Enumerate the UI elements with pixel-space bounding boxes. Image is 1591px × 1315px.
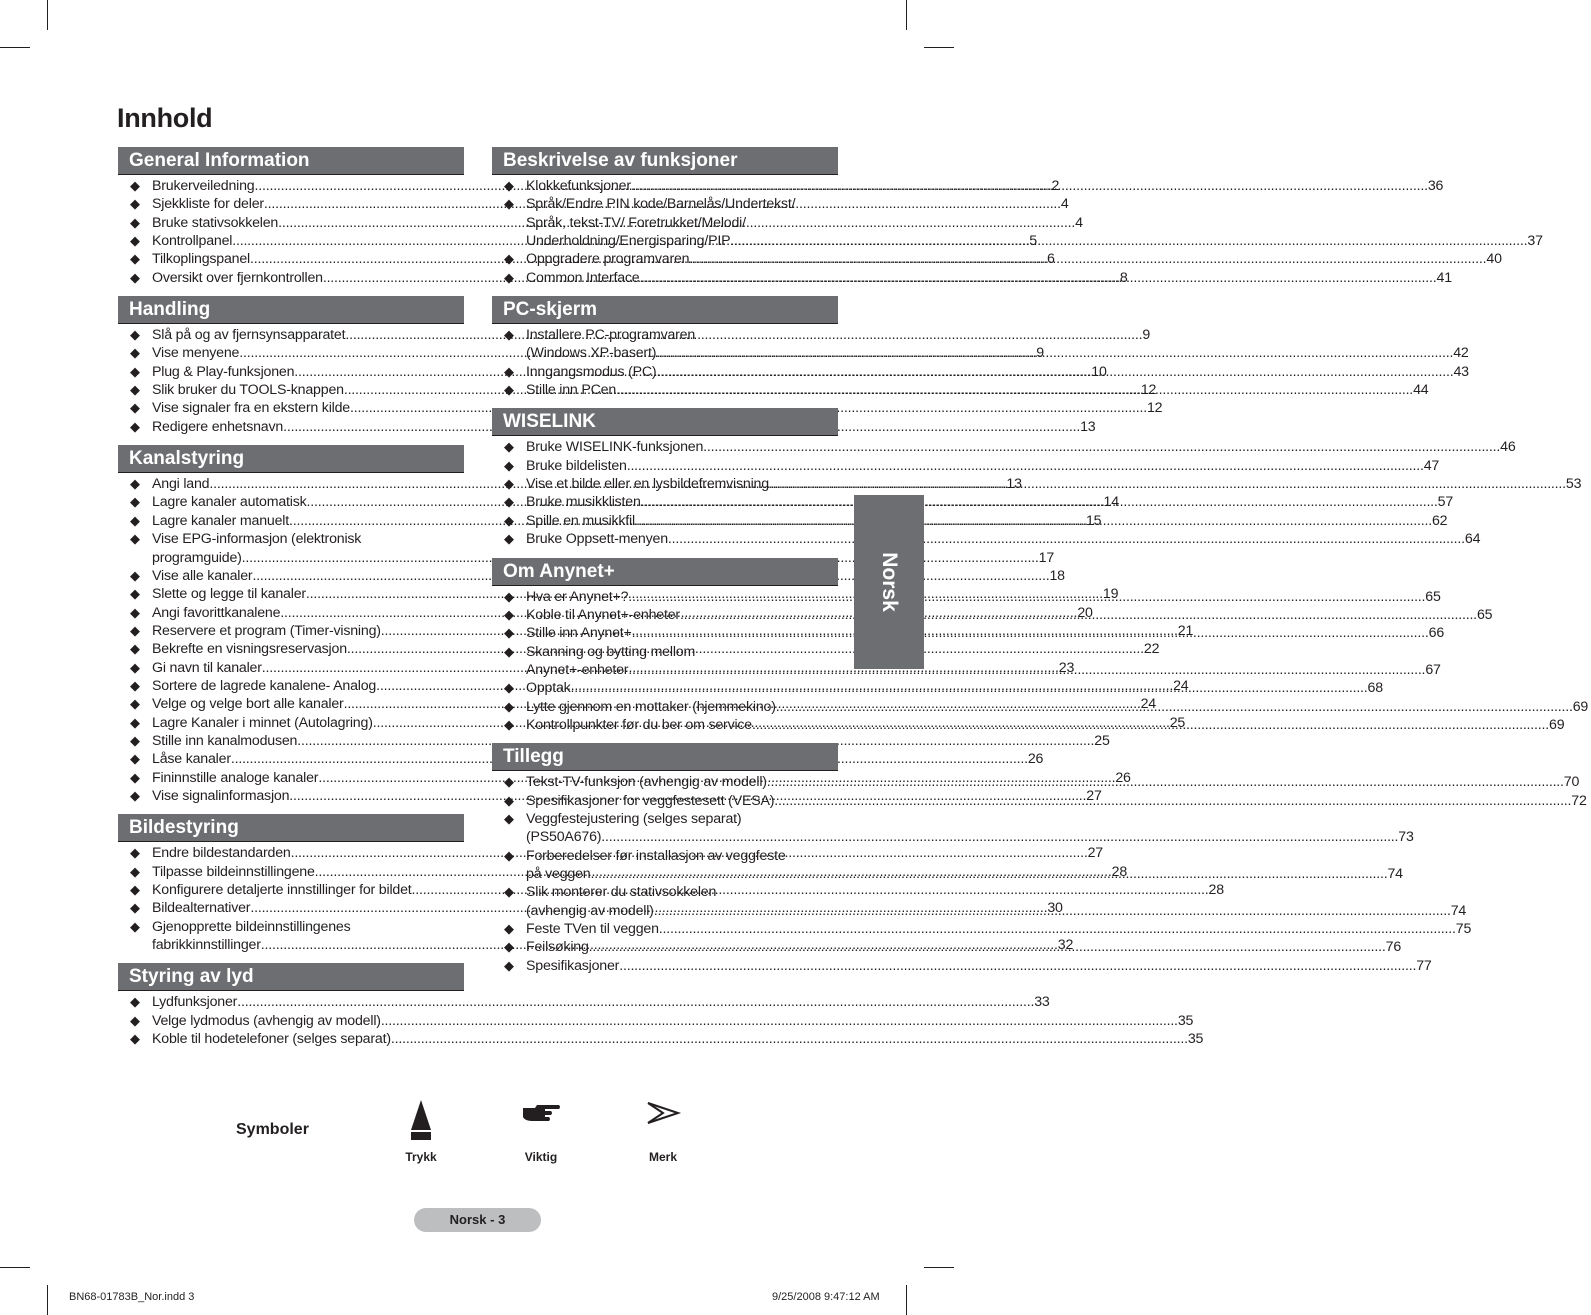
toc-entry[interactable] — [492, 530, 1481, 548]
toc-entry-title: Angi favorittkanalene — [152, 604, 281, 621]
diamond-bullet-icon: ◆ — [130, 845, 140, 861]
diamond-bullet-icon: ◆ — [130, 345, 140, 361]
toc-entry-title: Lagre Kanaler i minnet (Autolagring) — [152, 714, 373, 731]
toc-entry-title: Installere PC-programvaren — [526, 327, 696, 344]
diamond-bullet-icon: ◆ — [130, 251, 140, 267]
diamond-bullet-icon: ◆ — [130, 512, 140, 528]
toc-entry-title: Sjekkliste for deler — [152, 196, 264, 213]
toc-entry-title: Bruke Oppsett-menyen — [526, 531, 668, 548]
toc-entry[interactable] — [118, 399, 1163, 417]
crop-mark — [0, 1267, 30, 1268]
toc-entry-page: 77 — [1416, 957, 1432, 974]
page-title: Innhold — [117, 103, 213, 133]
toc-entry-title: Språk/Endre PIN kode/Barnelås/Undertekst/ — [526, 196, 796, 213]
diamond-bullet-icon: ◆ — [130, 586, 140, 602]
toc-entry-title: Forberedelser før installasjon av veggfeste — [526, 847, 786, 864]
toc-entry-title: Sortere de lagrede kanalene- Analog — [152, 677, 377, 694]
toc-entry-title: Bruke stativsokkelen — [152, 214, 279, 231]
diamond-bullet-icon: ◆ — [504, 512, 514, 528]
toc-entry-page: 8 — [1119, 269, 1128, 286]
toc-entry-title: Slette og legge til kanaler — [152, 586, 306, 603]
toc-entry-title: Koble til Anynet+-enheter — [526, 606, 680, 623]
diamond-bullet-icon: ◆ — [130, 659, 140, 675]
diamond-bullet-icon: ◆ — [504, 884, 514, 900]
section-heading: Bildestyring — [118, 814, 464, 842]
toc-entry-page: 46 — [1500, 439, 1516, 456]
diamond-bullet-icon: ◆ — [504, 588, 514, 604]
toc-entry-title: Oppgradere programvaren — [526, 251, 690, 268]
toc-entry-title: Vise alle kanaler — [152, 567, 253, 584]
crop-mark — [47, 0, 48, 30]
toc-entry-title: Stille inn kanalmodusen — [152, 732, 298, 749]
diamond-bullet-icon: ◆ — [130, 400, 140, 416]
section-heading: WISELINK — [492, 408, 838, 436]
toc-entry[interactable] — [118, 1030, 1204, 1048]
toc-section — [492, 147, 1543, 287]
toc-entry-title: (PS50A676) — [526, 829, 602, 846]
toc-entry-title: Feilsøking — [526, 939, 589, 956]
toc-entry-title: Bruke WISELINK-funksjonen — [526, 439, 704, 456]
dot-leader — [654, 902, 1451, 920]
toc-entry-title: programguide) — [152, 549, 242, 566]
dot-leader — [641, 493, 1438, 511]
crop-mark — [924, 1267, 954, 1268]
diamond-bullet-icon: ◆ — [504, 382, 514, 398]
symbol-press — [381, 1100, 461, 1164]
toc-entry-page: 37 — [1527, 233, 1543, 250]
section-heading: PC-skjerm — [492, 296, 838, 324]
toc-entry-page: 53 — [1565, 476, 1582, 493]
toc-entry-title: Brukerveiledning — [152, 178, 255, 194]
toc-entry[interactable] — [492, 920, 1472, 938]
toc-entry-page: 5 — [1029, 233, 1037, 250]
toc-entry-title: Låse kanaler — [152, 751, 231, 768]
toc-entry-page: 41 — [1436, 269, 1452, 286]
toc-entry[interactable] — [492, 250, 1502, 268]
toc-entry-page: 40 — [1486, 251, 1502, 268]
toc-entry-title: Anynet+-enheter — [526, 661, 629, 678]
toc-entry-page: 18 — [1049, 567, 1065, 584]
toc-entry-title: Lagre kanaler manuelt — [152, 512, 289, 529]
section-heading: Handling — [118, 296, 464, 324]
dot-leader — [680, 606, 1477, 624]
section-item-list — [492, 175, 1543, 287]
toc-entry-page: 20 — [1077, 604, 1093, 621]
toc-entry-page: 21 — [1177, 622, 1194, 639]
toc-entry-title: Bruke musikklisten — [526, 494, 641, 511]
toc-entry-title: Lytte gjennom en mottaker (hjemmekino) — [526, 698, 776, 715]
section-heading: Om Anynet+ — [492, 558, 838, 586]
symbol-important — [501, 1100, 581, 1164]
toc-entry-page: 24 — [1173, 677, 1189, 694]
print-timestamp: 9/25/2008 9:47:12 AM — [772, 1291, 880, 1303]
diamond-bullet-icon: ◆ — [130, 196, 140, 212]
toc-entry-page: 43 — [1453, 363, 1469, 380]
diamond-bullet-icon: ◆ — [504, 810, 514, 826]
dot-leader — [616, 381, 1413, 399]
diamond-bullet-icon: ◆ — [130, 769, 140, 785]
diamond-bullet-icon: ◆ — [130, 900, 140, 916]
section-heading: General Information — [118, 147, 464, 175]
toc-entry-title: fabrikkinnstillinger — [152, 937, 261, 954]
crop-mark — [906, 1285, 907, 1315]
toc-entry-title: Skanning og bytting mellom — [526, 643, 696, 660]
diamond-bullet-icon: ◆ — [504, 327, 514, 343]
diamond-bullet-icon: ◆ — [504, 439, 514, 455]
diamond-bullet-icon: ◆ — [504, 847, 514, 863]
diamond-bullet-icon: ◆ — [130, 918, 140, 934]
toc-entry-page: 62 — [1431, 512, 1448, 529]
diamond-bullet-icon: ◆ — [130, 622, 140, 638]
symbol-press-caption: Trykk — [405, 1150, 437, 1164]
toc-entry-page: 42 — [1453, 345, 1469, 362]
toc-entry[interactable] — [118, 993, 1050, 1011]
toc-entry-page: 69 — [1549, 716, 1565, 733]
toc-entry-page: 4 — [1060, 196, 1069, 213]
crop-mark — [47, 1285, 48, 1315]
toc-entry-page: 24 — [1140, 696, 1156, 713]
toc-entry-page: 26 — [1027, 751, 1044, 768]
toc-entry[interactable] — [492, 438, 1516, 456]
toc-entry-title: Oversikt over fjernkontrollen — [152, 269, 323, 286]
toc-entry-page: 69 — [1572, 698, 1589, 715]
toc-entry-page: 74 — [1387, 865, 1403, 882]
section-heading: Tillegg — [492, 743, 838, 771]
toc-entry-title: Klokkefunksjoner — [526, 178, 631, 194]
press-icon — [381, 1100, 461, 1144]
language-side-tab-label: Norsk — [878, 552, 901, 612]
diamond-bullet-icon: ◆ — [130, 787, 140, 803]
section-heading: Styring av lyd — [118, 963, 464, 991]
dot-leader — [752, 716, 1549, 734]
file-slug: BN68-01783B_Nor.indd 3 — [69, 1291, 195, 1303]
toc-entry-page: 2 — [1051, 178, 1060, 194]
dot-leader — [640, 269, 1437, 287]
diamond-bullet-icon: ◆ — [504, 606, 514, 622]
toc-entry-page: 13 — [1006, 476, 1022, 493]
toc-entry-title: (avhengig av modell) — [526, 902, 654, 919]
toc-entry[interactable] — [118, 1012, 1194, 1030]
toc-entry-title: Bruke bildelisten — [526, 457, 627, 474]
toc-entry-title: Endre bildestandarden — [152, 845, 291, 862]
diamond-bullet-icon: ◆ — [130, 382, 140, 398]
toc-entry-title: Vise signalinformasjon — [152, 787, 290, 804]
diamond-bullet-icon: ◆ — [504, 680, 514, 696]
diamond-bullet-icon: ◆ — [130, 418, 140, 434]
diamond-bullet-icon: ◆ — [130, 1031, 140, 1047]
toc-entry-page: 28 — [1208, 882, 1224, 898]
toc-entry-title: Inngangsmodus (PC) — [526, 363, 657, 380]
diamond-bullet-icon: ◆ — [504, 363, 514, 379]
dot-leader — [703, 438, 1500, 456]
diamond-bullet-icon: ◆ — [130, 641, 140, 657]
dot-leader — [767, 773, 1564, 791]
diamond-bullet-icon: ◆ — [130, 751, 140, 767]
dot-leader — [656, 344, 1453, 362]
toc-entry-page: 75 — [1455, 921, 1472, 937]
diamond-bullet-icon: ◆ — [130, 233, 140, 249]
dot-leader — [590, 865, 1387, 883]
diamond-bullet-icon: ◆ — [130, 214, 140, 230]
dot-leader — [391, 1030, 1188, 1048]
toc-entry-title: Lydfunksjoner — [152, 994, 238, 1011]
diamond-bullet-icon: ◆ — [130, 269, 140, 285]
toc-entry-page: 47 — [1423, 457, 1440, 474]
toc-entry-page: 70 — [1563, 774, 1580, 791]
pointing-hand-icon — [501, 1100, 581, 1144]
toc-entry-title: Kontrollpunkter før du ber om service — [526, 716, 753, 733]
toc-entry-page: 35 — [1177, 1012, 1194, 1029]
symbols-label: Symboler — [236, 1121, 309, 1138]
diamond-bullet-icon: ◆ — [504, 494, 514, 510]
toc-entry-page: 76 — [1385, 939, 1402, 956]
toc-entry-title: Stille inn Anynet+ — [526, 625, 632, 642]
toc-entry-title: Bildealternativer — [152, 900, 251, 917]
toc-entry-title: Koble til hodetelefoner (selges separat) — [152, 1031, 391, 1048]
diamond-bullet-icon: ◆ — [504, 178, 514, 193]
toc-entry[interactable] — [118, 732, 1110, 750]
toc-entry[interactable] — [492, 326, 1469, 363]
toc-entry[interactable] — [492, 177, 1444, 195]
toc-entry-page: 57 — [1437, 494, 1454, 511]
section-heading: Kanalstyring — [118, 445, 464, 473]
toc-entry[interactable] — [492, 269, 1452, 287]
symbol-note-caption: Merk — [648, 1150, 677, 1164]
toc-entry-title: Hva er Anynet+? — [526, 588, 629, 605]
toc-entry-page: 64 — [1464, 531, 1481, 548]
toc-entry[interactable] — [492, 810, 1414, 847]
diamond-bullet-icon: ◆ — [504, 774, 514, 790]
dot-leader — [632, 624, 1429, 642]
toc-entry-title: Kontrollpanel — [152, 233, 233, 250]
page-number-badge: Norsk - 3 — [414, 1208, 541, 1232]
toc-entry-title: Gi navn til kanaler — [152, 659, 262, 676]
toc-entry-page: 17 — [1038, 549, 1055, 566]
toc-entry-title: Common Interface — [526, 269, 640, 286]
dot-leader — [631, 177, 1428, 195]
diamond-bullet-icon: ◆ — [504, 957, 514, 973]
toc-entry-page: 65 — [1425, 588, 1441, 605]
toc-entry-title: Gjenopprette bildeinnstillingenes — [152, 918, 351, 935]
toc-entry-page: 25 — [1169, 714, 1186, 731]
toc-entry-page: 26 — [1115, 769, 1131, 786]
diamond-bullet-icon: ◆ — [130, 531, 140, 547]
diamond-bullet-icon: ◆ — [504, 269, 514, 285]
toc-entry-page: 4 — [1075, 214, 1083, 231]
toc-entry-title: Angi land — [152, 476, 210, 493]
toc-entry-title: Lagre kanaler automatisk — [152, 494, 307, 511]
dot-leader — [628, 588, 1425, 606]
diamond-bullet-icon: ◆ — [130, 714, 140, 730]
toc-entry-title: Slik monterer du stativsokkelen — [526, 884, 717, 901]
toc-entry-page: 44 — [1413, 382, 1429, 399]
toc-entry-title: Fininnstille analoge kanaler — [152, 769, 319, 786]
toc-entry-title: Vise signaler fra en ekstern kilde — [152, 400, 350, 417]
toc-entry-page: 12 — [1146, 400, 1163, 417]
diamond-bullet-icon: ◆ — [130, 863, 140, 879]
toc-entry-page: 27 — [1087, 845, 1103, 862]
diamond-bullet-icon: ◆ — [504, 792, 514, 808]
toc-entry-page: 68 — [1367, 680, 1383, 697]
toc-entry-page: 9 — [1142, 327, 1151, 344]
toc-entry-page: 32 — [1057, 937, 1074, 954]
dot-leader — [589, 938, 1386, 956]
toc-entry-title: Tilkoplingspanel — [152, 251, 251, 268]
dot-leader — [627, 457, 1424, 475]
dot-leader — [619, 957, 1416, 975]
toc-entry-title: (Windows XP-basert) — [526, 345, 657, 362]
toc-entry-page: 66 — [1428, 625, 1445, 642]
toc-entry-page: 12 — [1140, 382, 1157, 399]
dot-leader — [668, 530, 1465, 548]
diamond-bullet-icon: ◆ — [130, 494, 140, 510]
diamond-bullet-icon: ◆ — [130, 567, 140, 583]
diamond-bullet-icon: ◆ — [130, 994, 140, 1010]
diamond-bullet-icon: ◆ — [504, 625, 514, 641]
toc-entry-page: 36 — [1427, 178, 1444, 194]
toc-entry-page: 14 — [1103, 494, 1119, 511]
toc-entry-title: Underholdning/Energisparing/PIP — [526, 233, 731, 250]
dot-leader — [689, 250, 1486, 268]
toc-entry-title: Slik bruker du TOOLS-knappen — [152, 382, 344, 399]
diamond-bullet-icon: ◆ — [130, 732, 140, 748]
toc-entry-title: på veggen — [526, 865, 591, 882]
toc-entry-title: Velge og velge bort alle kanaler — [152, 696, 344, 713]
toc-entry-title: Spille en musikkfil — [526, 512, 635, 529]
crop-mark — [906, 0, 907, 30]
diamond-bullet-icon: ◆ — [130, 882, 140, 897]
toc-entry-title: Spesifikasjoner for veggfestesett (VESA) — [526, 792, 775, 809]
toc-entry-title: Plug & Play-funksjonen — [152, 363, 295, 380]
diamond-bullet-icon: ◆ — [130, 1012, 140, 1028]
dot-leader — [769, 475, 1566, 493]
toc-entry-title: Velge lydmodus (avhengig av modell) — [152, 1012, 381, 1029]
symbol-important-caption: Viktig — [524, 1150, 558, 1164]
crop-mark — [924, 47, 954, 48]
toc-entry-title: Vise menyene — [152, 345, 240, 362]
dot-leader — [776, 698, 1573, 716]
toc-entry-title: Vise EPG-informasjon (elektronisk — [152, 531, 362, 548]
toc-entry-page: 65 — [1476, 606, 1493, 623]
diamond-bullet-icon: ◆ — [130, 604, 140, 620]
dot-leader — [656, 363, 1453, 381]
toc-entry-page: 30 — [1047, 900, 1063, 917]
toc-entry-page: 28 — [1111, 863, 1128, 880]
toc-entry-page: 15 — [1085, 512, 1102, 529]
toc-entry-page: 22 — [1143, 641, 1160, 658]
toc-entry-page: 23 — [1058, 659, 1075, 676]
toc-entry-title: Vise et bilde eller en lysbildefremvisning — [526, 476, 769, 493]
dot-leader — [601, 828, 1398, 846]
toc-entry-page: 27 — [1086, 787, 1102, 804]
diamond-bullet-icon: ◆ — [130, 363, 140, 379]
toc-entry-page: 6 — [1047, 251, 1055, 268]
diamond-bullet-icon: ◆ — [130, 476, 140, 492]
toc-entry-page: 13 — [1080, 418, 1096, 435]
diamond-bullet-icon: ◆ — [504, 698, 514, 714]
toc-entry-title: Bekrefte en visningsreservasjon — [152, 641, 347, 658]
diamond-bullet-icon: ◆ — [130, 677, 140, 693]
diamond-bullet-icon: ◆ — [504, 457, 514, 473]
toc-entry-title: Spesifikasjoner — [526, 957, 620, 974]
diamond-bullet-icon: ◆ — [130, 178, 140, 193]
diamond-bullet-icon: ◆ — [504, 939, 514, 955]
toc-entry-page: 73 — [1398, 829, 1414, 846]
toc-entry-page: 25 — [1094, 732, 1110, 749]
toc-entry-title: Tekst-TV-funksjon (avhengig av modell) — [526, 774, 767, 791]
toc-entry-page: 10 — [1091, 363, 1107, 380]
dot-leader — [730, 232, 1527, 250]
crop-mark — [0, 47, 30, 48]
diamond-bullet-icon: ◆ — [504, 643, 514, 659]
section-item-list — [118, 991, 1204, 1048]
toc-entry-page: 74 — [1450, 902, 1467, 919]
diamond-bullet-icon: ◆ — [504, 531, 514, 547]
toc-entry-page: 67 — [1425, 661, 1441, 678]
toc-entry-title: Slå på og av fjernsynsapparatet — [152, 327, 346, 344]
toc-entry-title: Konfigurere detaljerte innstillinger for bildet — [152, 882, 412, 898]
toc-entry-title: Feste TVen til veggen — [526, 921, 659, 937]
dot-leader — [628, 661, 1425, 679]
diamond-bullet-icon: ◆ — [130, 327, 140, 343]
dot-leader — [635, 512, 1432, 530]
dot-leader — [571, 679, 1368, 697]
language-side-tab — [854, 495, 924, 669]
symbol-note — [623, 1100, 703, 1164]
dot-leader — [381, 1012, 1178, 1030]
toc-entry-page: 33 — [1034, 994, 1050, 1011]
toc-entry-title: Veggfestejustering (selges separat) — [526, 810, 742, 827]
diamond-bullet-icon: ◆ — [504, 921, 514, 936]
diamond-bullet-icon: ◆ — [504, 196, 514, 212]
toc-entry-page: 19 — [1102, 586, 1119, 603]
toc-entry-title: Redigere enhetsnavn — [152, 418, 284, 435]
diamond-bullet-icon: ◆ — [504, 716, 514, 732]
section-heading: Beskrivelse av funksjoner — [492, 147, 838, 175]
toc-entry-page: 9 — [1036, 345, 1044, 362]
dot-leader — [659, 920, 1456, 938]
toc-entry[interactable] — [492, 957, 1432, 975]
toc-entry-title: Stille inn PCen — [526, 382, 617, 399]
note-arrow-icon — [623, 1100, 703, 1144]
diamond-bullet-icon: ◆ — [504, 476, 514, 492]
diamond-bullet-icon: ◆ — [504, 251, 514, 267]
toc-entry-title: Tilpasse bildeinnstillingene — [152, 863, 315, 880]
toc-entry-page: 35 — [1187, 1031, 1204, 1048]
toc-entry-title: Opptak — [526, 680, 571, 697]
dot-leader — [774, 792, 1571, 810]
dot-leader — [237, 993, 1034, 1011]
toc-entry-page: 72 — [1571, 792, 1587, 809]
toc-entry-title: Reservere et program (Timer-visning) — [152, 622, 381, 639]
toc-entry[interactable] — [492, 195, 1543, 250]
diamond-bullet-icon: ◆ — [130, 696, 140, 712]
toc-entry-title: Språk, tekst-TV/ Foretrukket/Melodi/ — [526, 214, 746, 231]
toc-entry[interactable] — [492, 457, 1440, 475]
